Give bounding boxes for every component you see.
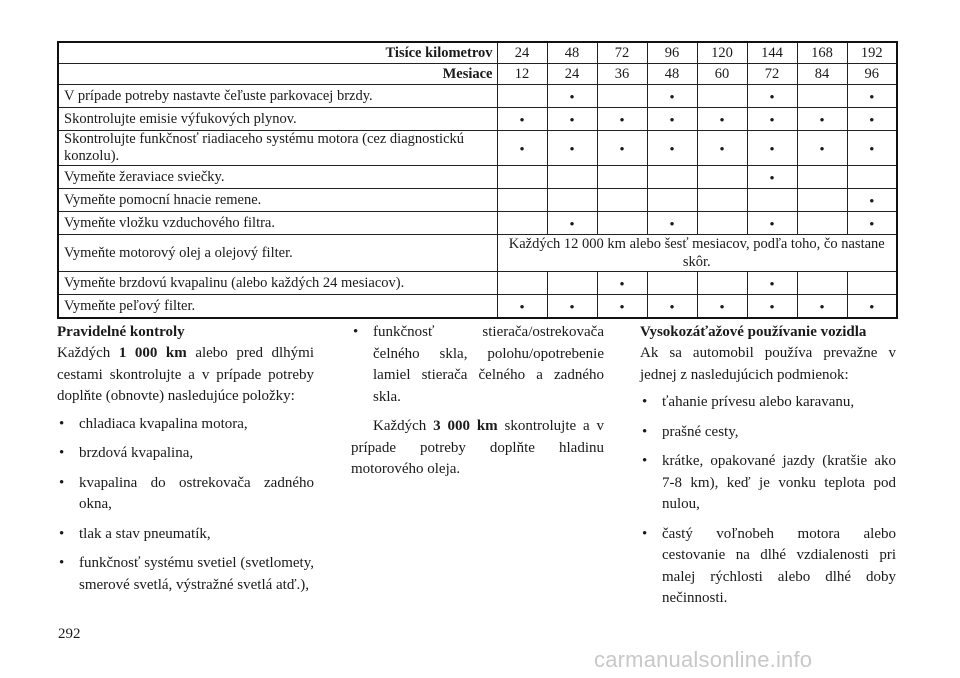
service-dot: •	[847, 212, 897, 235]
table-row	[58, 272, 897, 295]
row-label: Vymeňte pomocní hnacie remene.	[58, 189, 497, 212]
empty-cell	[847, 272, 897, 295]
service-dot: •	[647, 295, 697, 319]
list-item: • funkčnosť stierača/ostrekovača čelného skla, polohu/opotrebenie lamiel stierača čelného a zadného skla.	[351, 322, 604, 408]
service-dot: •	[847, 85, 897, 108]
service-dot: •	[597, 108, 647, 131]
regular-checks-column	[57, 322, 314, 604]
row-label: Vymeňte peľový filter.	[58, 295, 497, 319]
empty-cell	[647, 272, 697, 295]
service-dot: •	[847, 189, 897, 212]
regular-checks-intro: Každých 1 000 km alebo pred dlhými cestami skontrolujte a v prípade potreby doplňte (obnovte) nasledujúce položky:	[57, 345, 315, 404]
header-months-cell: 48	[647, 64, 697, 85]
service-dot: •	[547, 85, 597, 108]
empty-cell	[597, 212, 647, 235]
empty-cell	[697, 189, 747, 212]
service-dot: •	[697, 131, 747, 166]
service-dot: •	[497, 295, 547, 319]
watermark: carmanualsonline.info	[594, 647, 813, 672]
regular-checks-list	[57, 414, 314, 597]
row-label: Vymeňte brzdovú kvapalinu (alebo každých 24 mesiacov).	[58, 272, 497, 295]
empty-cell	[497, 272, 547, 295]
empty-cell	[797, 272, 847, 295]
empty-cell	[647, 166, 697, 189]
header-km-cell: 144	[747, 42, 797, 64]
header-months-cell: 36	[597, 64, 647, 85]
service-dot: •	[797, 295, 847, 319]
regular-checks-heading: Pravidelné kontroly	[57, 324, 185, 340]
list-item: • brzdová kvapalina,	[57, 443, 314, 465]
service-dot: •	[497, 131, 547, 166]
table-row	[58, 108, 897, 131]
header-km-cell: 24	[497, 42, 547, 64]
service-dot: •	[847, 131, 897, 166]
table-row	[58, 212, 897, 235]
row-interval-note: Každých 12 000 km alebo šesť mesiacov, podľa toho, čo nastane skôr.	[497, 235, 897, 272]
empty-cell	[497, 189, 547, 212]
page-number: 292	[58, 626, 81, 642]
empty-cell	[597, 189, 647, 212]
service-dot: •	[847, 295, 897, 319]
service-dot: •	[547, 212, 597, 235]
regular-checks-list-continued	[351, 322, 604, 408]
header-km-cell: 72	[597, 42, 647, 64]
empty-cell	[747, 189, 797, 212]
empty-cell	[697, 166, 747, 189]
service-dot: •	[797, 108, 847, 131]
row-label: Vymeňte žeraviace sviečky.	[58, 166, 497, 189]
service-dot: •	[847, 108, 897, 131]
service-dot: •	[747, 295, 797, 319]
service-dot: •	[647, 212, 697, 235]
header-row-months	[58, 64, 897, 85]
service-dot: •	[497, 108, 547, 131]
empty-cell	[597, 85, 647, 108]
regular-checks-continued-column	[351, 322, 604, 487]
table-row	[58, 295, 897, 319]
service-dot: •	[797, 131, 847, 166]
table-row	[58, 85, 897, 108]
service-dot: •	[747, 85, 797, 108]
empty-cell	[797, 189, 847, 212]
list-item: • tlak a stav pneumatík,	[57, 524, 314, 546]
header-months-cell: 12	[497, 64, 547, 85]
service-dot: •	[747, 272, 797, 295]
heavy-duty-list	[640, 392, 896, 610]
table-row	[58, 189, 897, 212]
header-months-cell: 60	[697, 64, 747, 85]
empty-cell	[647, 189, 697, 212]
list-item: • častý voľnobeh motora alebo cestovanie na dlhé vzdialenosti pri malej rýchlosti alebo dlhé doby nečinnosti.	[640, 524, 896, 610]
header-km-cell: 120	[697, 42, 747, 64]
empty-cell	[497, 212, 547, 235]
row-label: Vymeňte motorový olej a olejový filter.	[58, 235, 497, 272]
table-row	[58, 131, 897, 166]
empty-cell	[797, 212, 847, 235]
service-dot: •	[597, 295, 647, 319]
empty-cell	[547, 166, 597, 189]
service-dot: •	[747, 131, 797, 166]
header-row-km	[58, 42, 897, 64]
header-km-cell: 96	[647, 42, 697, 64]
list-item: • kvapalina do ostrekovača zadného okna,	[57, 473, 314, 516]
header-km-label: Tisíce kilometrov	[58, 42, 497, 64]
header-months-cell: 24	[547, 64, 597, 85]
oil-check-paragraph: Každých 3 000 km skontrolujte a v prípade potreby doplňte hladinu motorového oleja.	[351, 418, 605, 477]
empty-cell	[697, 85, 747, 108]
service-dot: •	[647, 131, 697, 166]
service-dot: •	[697, 295, 747, 319]
service-dot: •	[747, 166, 797, 189]
header-km-cell: 48	[547, 42, 597, 64]
row-label: Skontrolujte funkčnosť riadiaceho systému motora (cez diagnostickú konzolu).	[58, 131, 497, 166]
empty-cell	[497, 85, 547, 108]
list-item: • funkčnosť systému svetiel (svetlomety, smerové svetlá, výstražné svetlá atď.),	[57, 553, 314, 596]
service-dot: •	[747, 108, 797, 131]
service-dot: •	[747, 212, 797, 235]
empty-cell	[547, 189, 597, 212]
list-item: • krátke, opakované jazdy (kratšie ako 7-8 km), keď je vonku teplota pod nulou,	[640, 451, 896, 516]
header-months-cell: 72	[747, 64, 797, 85]
table-row	[58, 166, 897, 189]
list-item: • chladiaca kvapalina motora,	[57, 414, 314, 436]
heavy-duty-column	[640, 322, 896, 618]
empty-cell	[597, 166, 647, 189]
header-km-cell: 192	[847, 42, 897, 64]
header-km-cell: 168	[797, 42, 847, 64]
service-dot: •	[597, 131, 647, 166]
empty-cell	[497, 166, 547, 189]
service-dot: •	[697, 108, 747, 131]
empty-cell	[697, 212, 747, 235]
list-item: • ťahanie prívesu alebo karavanu,	[640, 392, 896, 414]
header-months-cell: 84	[797, 64, 847, 85]
service-dot: •	[547, 295, 597, 319]
empty-cell	[847, 166, 897, 189]
row-label: Vymeňte vložku vzduchového filtra.	[58, 212, 497, 235]
service-dot: •	[547, 131, 597, 166]
empty-cell	[797, 166, 847, 189]
maintenance-schedule-table	[57, 41, 898, 319]
table-row	[58, 235, 897, 272]
header-months-cell: 96	[847, 64, 897, 85]
heavy-duty-intro: Ak sa automobil používa prevažne v jednej z nasledujúcich podmienok:	[640, 345, 896, 383]
row-label: V prípade potreby nastavte čeľuste parkovacej brzdy.	[58, 85, 497, 108]
empty-cell	[797, 85, 847, 108]
header-months-label: Mesiace	[58, 64, 497, 85]
list-item: • prašné cesty,	[640, 422, 896, 444]
service-dot: •	[547, 108, 597, 131]
service-dot: •	[647, 108, 697, 131]
empty-cell	[547, 272, 597, 295]
service-dot: •	[597, 272, 647, 295]
heavy-duty-heading: Vysokozáťažové používanie vozidla	[640, 324, 867, 340]
row-label: Skontrolujte emisie výfukových plynov.	[58, 108, 497, 131]
empty-cell	[697, 272, 747, 295]
service-dot: •	[647, 85, 697, 108]
